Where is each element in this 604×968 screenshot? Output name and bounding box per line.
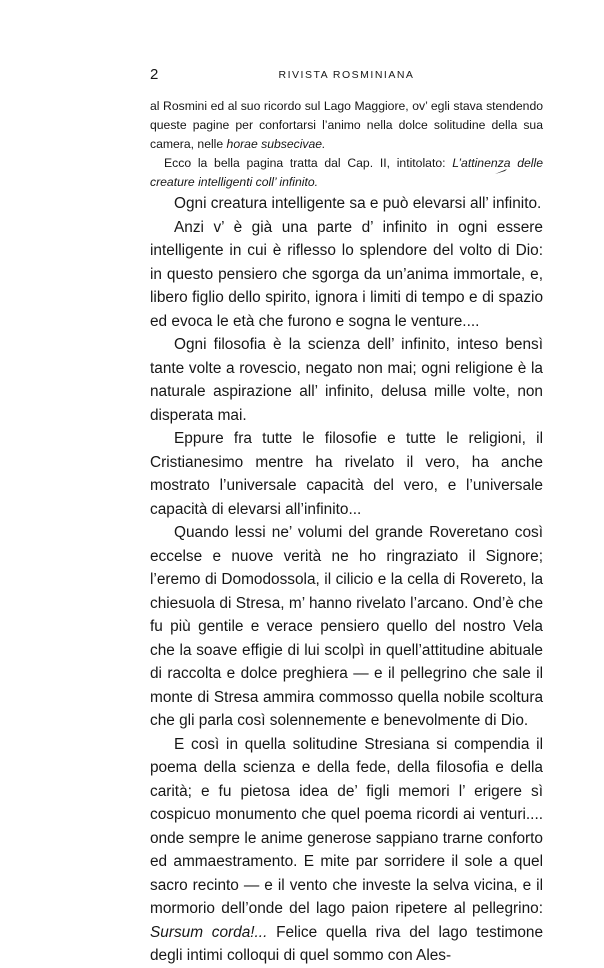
quote-p6-text: E così in quella solitudine Stresiana si compendia il poema della scienza e della fede, della filosofia e della carità; e fu pietosa idea de’ figli memori l’ erigere sì cospicuo monumento che quel poema ricordi ai venturi.... onde sempre le anime generose sappiano trarne conforto ed ammaestramento. E mite par sorridere il sole a quel sacro recinto — e il vento che investe la selva vicina, e il mormorio dell’onde del lago paion ripetere al pellegrino:: [150, 735, 543, 917]
page-number: 2: [150, 66, 159, 83]
intro-paragraph-2: [150, 154, 543, 192]
quoted-passage: [150, 192, 543, 968]
quote-paragraph-1: Ogni creatura intelligente sa e può elevarsi all’ infinito.: [174, 195, 542, 212]
quote-paragraph-2: Anzi v’ è già una parte d’ infinito in ogni essere intelligente in cui è riflesso lo splendore del volto di Dio: in questo pensiero che sgorga da un’anima immortale, e, libero figlio dello spirito, ignora i limiti di tempo e di spazio ed evoca le età che furono e sogna le venture....: [150, 218, 543, 330]
quote-paragraph-6: [150, 733, 543, 968]
quote-p6-tail: Felice quella riva del lago testimone degli intimi colloqui di quel sommo con Ales-: [150, 923, 543, 964]
ink-mark-icon: [493, 165, 511, 177]
running-title: RIVISTA ROSMINIANA: [278, 69, 415, 81]
intro-p1-text: al Rosmini ed al suo ricordo sul Lago Maggiore, ov’ egli stava stendendo queste pagine per confortarsi l’animo nella dolce solitudine della sua camera, nelle: [150, 99, 543, 151]
page-header: [150, 66, 543, 86]
quote-paragraph-3: Ogni filosofia è la scienza dell’ infinito, inteso bensì tante volte a rovescio, negato non mai; ogni religione è la naturale aspirazione all’ infinito, delusa mille volte, non disperata mai.: [150, 336, 543, 424]
intro-p2-text: Ecco la bella pagina tratta dal Cap. II, intitolato:: [164, 156, 453, 170]
quote-p6-italic: Sursum corda!...: [150, 923, 268, 941]
quote-paragraph-5: Quando lessi ne’ volumi del grande Roveretano così eccelse e nuove verità ne ho ringraziato il Signore; l’eremo di Domodossola, il cilicio e la cella di Rovereto, la chiesuola di Stresa, m’ hanno rivelato l’arcano. Ond’è che fu più gentile e verace pensiero quello del nostro Vela che la soave effigie di lui scolpì in quell’attitudine abituale di raccolta e dolce preghiera — e il pellegrino che sale il monte di Stresa ammira commosso quella nobile scoltura che gli parla così solennemente e benevolmente di Dio.: [150, 524, 543, 729]
intro-paragraph-1: [150, 97, 543, 154]
quote-paragraph-4: Eppure fra tutte le filosofie e tutte le religioni, il Cristianesimo mentre ha rivelato il vero, ha anche mostrato l’universale capacità del vero, e l’universale capacità di elevarsi all’infinito...: [150, 430, 543, 518]
intro-p1-italic: horae subsecivae.: [226, 137, 326, 151]
intro-p2-italic: L’attinenza delle creature intelligenti coll’ infinito.: [150, 156, 543, 189]
intro-text: [150, 97, 543, 192]
